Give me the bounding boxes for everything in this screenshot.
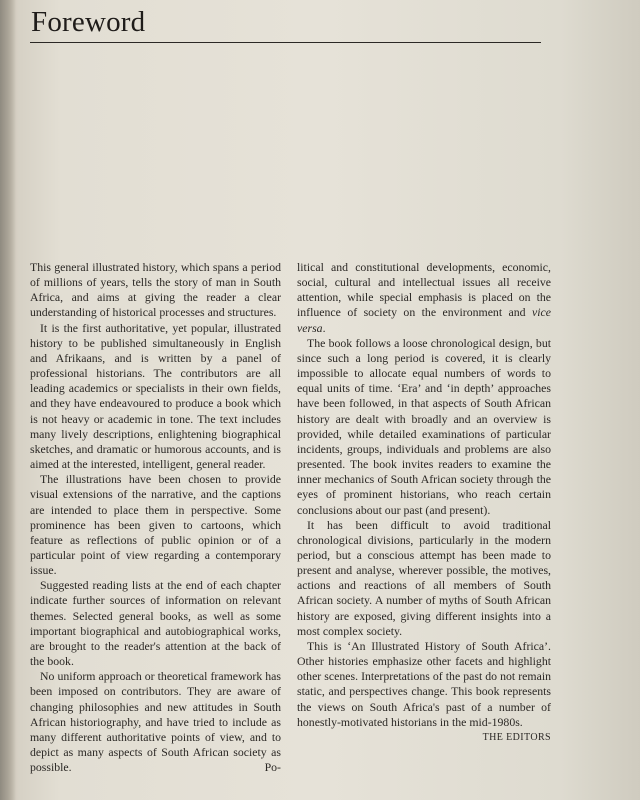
continued-text-end: .: [322, 320, 326, 335]
left-column: [30, 260, 281, 775]
paragraph-chronological-design: The book follows a loose chronological design, but since such a long period is covered, it is clearly impossible to allocate equal numbers of words to equal units of time. ‘Era’ and ‘in depth’ approaches have been followed, in that aspects of South African history are dealt with broadly and an overview is provided, while detailed examinations of particular incidents, groups, individuals and problems are also presented. The book invites readers to examine the inner mechanics of South African society through the eyes of prominent historians, who reach certain conclusions about our past (and present).: [297, 335, 551, 517]
book-spine-shadow: [0, 0, 16, 800]
paragraph-traditional-divisions: It has been difficult to avoid traditional chronological divisions, particularly in the modern period, but a conscious attempt has been made to present and analyse, wherever possible, the motives, actions and reactions of all members of South African society. A number of myths of South African history are exposed, giving different insights into a most complex society.: [297, 517, 551, 638]
italic-phrase: vice versa: [297, 305, 551, 335]
editors-signature: THE EDITORS: [482, 731, 551, 743]
paragraph-authoritative: It is the first authoritative, yet popular, illustrated history to be published simultaneously in English and Afrikaans, and is written by a panel of professional historians. The contributors are all leading academics or specialists in their own fields, and they have endeavoured to produce a book which is not heavy or academic in tone. The text includes many lively descriptions, enlightening biographical sketches, and dramatic or humorous accounts, and is aimed at the interested, intelligent, general reader.: [30, 320, 281, 472]
paragraph-reading-lists: Suggested reading lists at the end of each chapter indicate further sources of information on relevant themes. Selected general books, as well as some important biographical and autobiographical works, are brought to the reader's attention at the back of the book.: [30, 578, 281, 669]
continued-text: litical and constitutional developments, economic, social, cultural and intellectual issues all receive attention, while special emphasis is placed on the influence of society on the environment and: [297, 260, 551, 320]
paragraph-approach: No uniform approach or theoretical framework has been imposed on contributors. They are aware of changing philosophies and new attitudes in South African historiography, and have tried to include as many different authoritative points of view, and to depict as many aspects of South African society as possible. Po-: [30, 669, 281, 775]
title-rule: [30, 42, 541, 43]
right-column: [297, 260, 551, 745]
page-title: Foreword: [31, 6, 146, 38]
paragraph-intro: This general illustrated history, which spans a period of millions of years, tells the story of man in South Africa, and aims at giving the reader a clear understanding of historical processes and structures.: [30, 260, 281, 320]
paragraph-illustrations: The illustrations have been chosen to provide visual extensions of the narrative, and the captions are intended to place them in perspective. Some prominence has been given to cartoons, which feature as reflections of public opinion or of a particular point of view regarding a contemporary issue.: [30, 472, 281, 578]
paragraph-illustrated-history: This is ‘An Illustrated History of South Africa’. Other histories emphasize other facets and highlight other scenes. Interpretations of the past do not remain static, and perspectives change. This book represents the views on South Africa's past of a number of honestly-motivated historians in the mid-1980s.: [297, 638, 551, 729]
paragraph-approach-continued: [297, 260, 551, 336]
